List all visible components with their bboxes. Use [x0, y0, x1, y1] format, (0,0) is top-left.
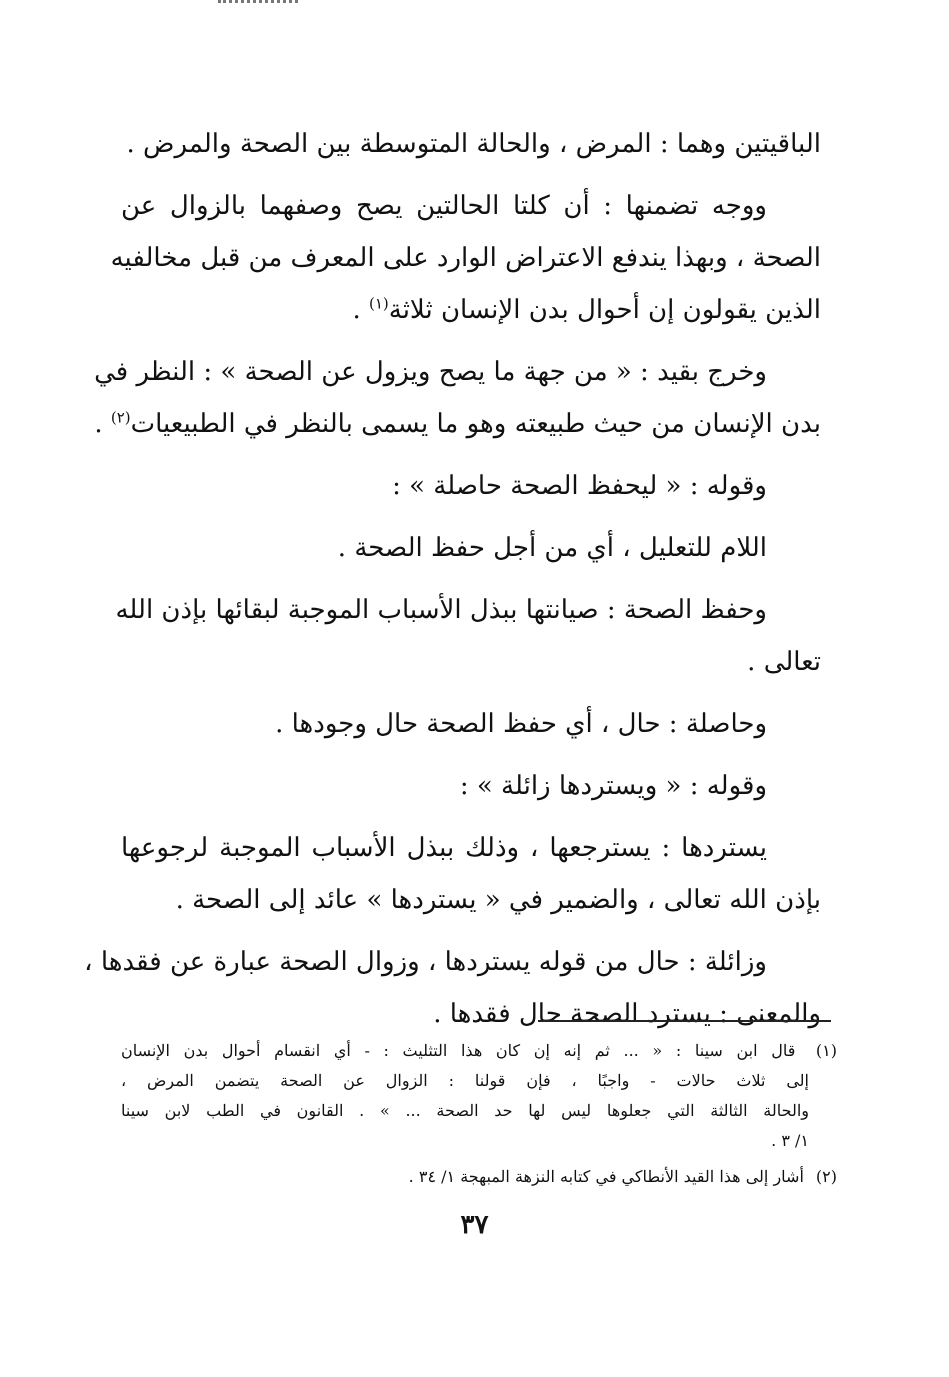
paragraph-6: [115, 584, 821, 688]
footnote-separator: [538, 1020, 831, 1022]
footnote-ref-2[interactable]: (٢): [110, 408, 131, 427]
footnote-2: [121, 1162, 837, 1192]
text-line: ووجه تضمنها : أن كلتا الحالتين يصح وصفهما بالزوال عن: [121, 191, 767, 221]
paragraph-2: [110, 180, 821, 336]
footnote-line: [121, 1162, 837, 1192]
text-line: وقوله : « ويستردها زائلة » :: [459, 771, 767, 801]
footnote-line: [121, 1036, 837, 1066]
paragraph-1: [121, 118, 821, 170]
footnote-ref-1[interactable]: (١): [368, 294, 389, 313]
top-edge-mark: [218, 0, 298, 9]
text-run: قال ابن سينا : « ... ثم إنه إن كان هذا التثليث : - أي انقسام أحوال بدن الإنسان: [121, 1041, 796, 1060]
paragraph-5: [121, 522, 821, 574]
text-line: بإذن الله تعالى ، والضمير في « يستردها » عائد إلى الصحة .: [175, 885, 821, 915]
text-line: تعالى .: [747, 647, 821, 677]
text-line: الصحة ، وبهذا يندفع الاعتراض الوارد على المعرف من قبل مخالفيه: [110, 243, 821, 273]
text-run: .: [352, 295, 369, 325]
main-text: [84, 118, 821, 1050]
text-run: .: [94, 409, 111, 439]
footnote-line: ١/ ٣ .: [771, 1131, 809, 1150]
paragraph-3: [94, 346, 821, 450]
footnote-line: والحالة الثالثة التي جعلوها ليس لها حد الصحة ... » . القانون في الطب لابن سينا: [121, 1101, 809, 1120]
footnote-number: (٢): [815, 1167, 837, 1186]
footnote-line: إلى ثلاث حالات - واجبًا ، فإن قولنا : الزوال عن الصحة يتضمن المرض ،: [121, 1071, 809, 1090]
paragraph-4: [121, 460, 821, 512]
footnote-1: [121, 1036, 837, 1156]
text-run: بدن الإنسان من حيث طبيعته وهو ما يسمى بالنظر في الطبيعيات: [130, 409, 821, 439]
footnotes: [121, 1036, 837, 1198]
text-line: وزائلة : حال من قوله يستردها ، وزوال الصحة عبارة عن فقدها ،: [84, 947, 767, 977]
text-line: وحاصلة : حال ، أي حفظ الصحة حال وجودها .: [275, 709, 767, 739]
page-number: ٣٧: [460, 1210, 489, 1240]
text-line: وخرج بقيد : « من جهة ما يصح ويزول عن الصحة » : النظر في: [94, 357, 767, 387]
paragraph-10: [84, 936, 821, 1040]
text-line-with-ref: [121, 284, 821, 336]
text-line: اللام للتعليل ، أي من أجل حفظ الصحة .: [337, 533, 767, 563]
text-line: يستردها : يسترجعها ، وذلك ببذل الأسباب الموجبة لرجوعها: [121, 833, 767, 863]
text-line: وقوله : « ليحفظ الصحة حاصلة » :: [392, 471, 767, 501]
paragraph-9: [121, 822, 821, 926]
footnote-number: (١): [815, 1041, 838, 1060]
paragraph-8: [121, 760, 821, 812]
text-line: والمعنى : يسترد الصحة حال فقدها .: [433, 999, 821, 1029]
text-run: الذين يقولون إن أحوال بدن الإنسان ثلاثة: [388, 295, 821, 325]
text-run: أشار إلى هذا القيد الأنطاكي في كتابه النزهة المبهجة ١/ ٣٤ .: [408, 1167, 804, 1186]
text-line-with-ref: [94, 398, 821, 450]
text-line: الباقيتين وهما : المرض ، والحالة المتوسطة بين الصحة والمرض .: [126, 129, 821, 159]
paragraph-7: [121, 698, 821, 750]
text-line: وحفظ الصحة : صيانتها ببذل الأسباب الموجبة لبقائها بإذن الله: [115, 595, 767, 625]
